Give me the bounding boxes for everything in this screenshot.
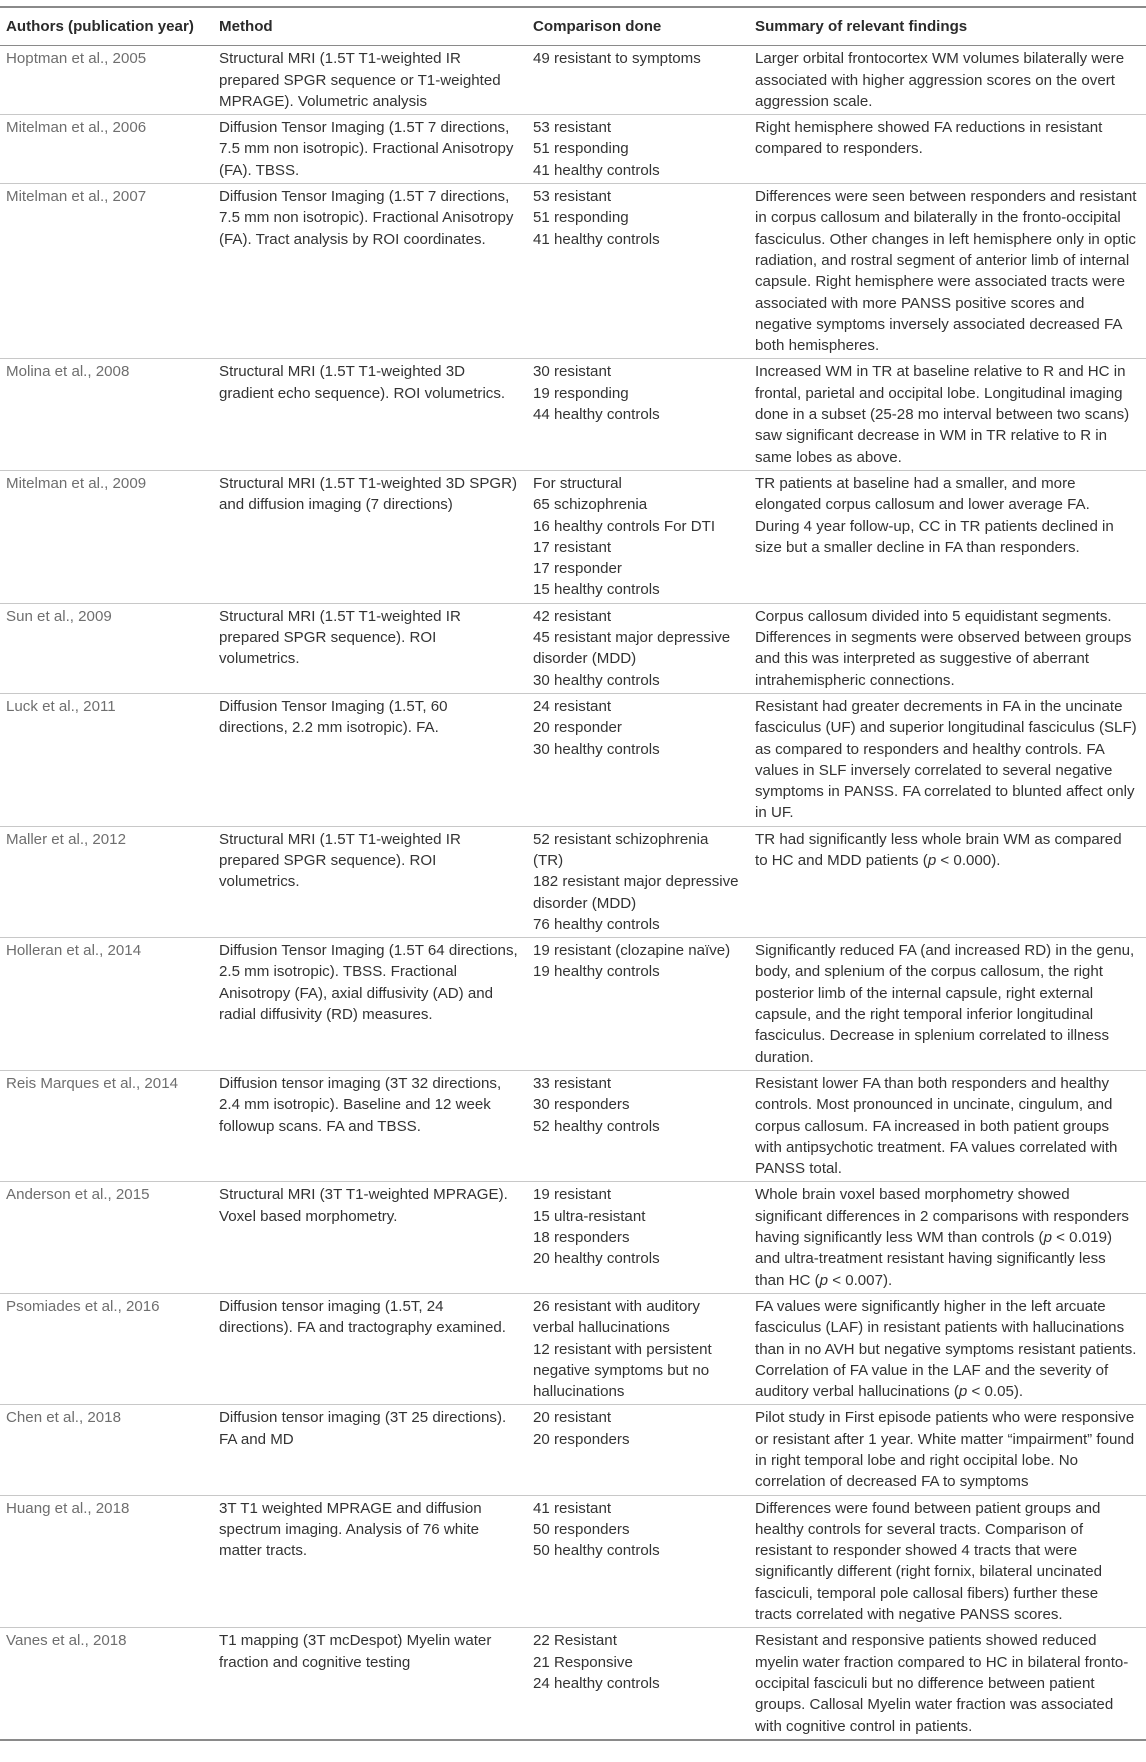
table-row [0, 115, 1146, 184]
comparison-cell [527, 1495, 749, 1628]
comparison-group: 65 schizophrenia [533, 496, 648, 514]
summary-cell: Larger orbital frontocortex WM volumes bilaterally were associated with higher aggression scores on the overt aggression scale. [755, 50, 1125, 110]
comparison-group: 53 resistant [533, 188, 612, 206]
method-cell: Diffusion Tensor Imaging (1.5T 7 directions, 7.5 mm non isotropic). Fractional Anisotropy (FA). Tract analysis by ROI coordinates. [219, 188, 514, 248]
comparison-group: 45 resistant major depressive disorder (MDD) [533, 629, 731, 668]
comparison-cell [527, 359, 749, 470]
comparison-group: 24 healthy controls [533, 1674, 660, 1692]
table-row [0, 184, 1146, 359]
comparison-group: 41 healthy controls [533, 230, 660, 248]
summary-text: < 0.019) and ultra-treatment resistant having significantly less than HC ( [755, 1229, 1112, 1289]
table-row [0, 1182, 1146, 1293]
comparison-group: For structural [533, 474, 622, 492]
method-cell: Diffusion tensor imaging (3T 25 directions). FA and MD [219, 1409, 507, 1448]
comparison-group: 41 resistant [533, 1499, 612, 1517]
comparison-group: 30 resistant [533, 363, 612, 381]
comparison-group: 44 healthy controls [533, 406, 660, 424]
comparison-group: 42 resistant [533, 607, 612, 625]
comparison-cell [527, 938, 749, 1071]
p-value-symbol: p [819, 1271, 828, 1289]
summary-cell: Right hemisphere showed FA reductions in resistant compared to responders. [755, 119, 1103, 158]
comparison-group: 20 healthy controls [533, 1250, 660, 1268]
comparison-group: 49 resistant to symptoms [533, 50, 701, 68]
table-row [0, 1405, 1146, 1495]
table-row [0, 1495, 1146, 1628]
p-value-symbol: p [958, 1383, 968, 1401]
comparison-group: 15 ultra-resistant [533, 1207, 646, 1225]
table-row [0, 470, 1146, 603]
summary-cell: Pilot study in First episode patients who were responsive or resistant after 1 year. White matter “impairment” found in right temporal lobe and right occipital lobe. No correlation of decreased FA to symptoms [755, 1409, 1135, 1491]
comparison-cell [527, 1182, 749, 1293]
author-cell: Luck et al., 2011 [6, 697, 116, 715]
method-cell: Diffusion Tensor Imaging (1.5T 7 directions, 7.5 mm non isotropic). Fractional Anisotropy (FA). TBSS. [219, 119, 514, 179]
table-row [0, 359, 1146, 470]
header-authors: Authors (publication year) [6, 18, 194, 35]
comparison-cell [527, 1070, 749, 1181]
table-row [0, 1293, 1146, 1404]
summary-text: < 0.05). [967, 1383, 1024, 1401]
comparison-group: 17 responder [533, 560, 622, 578]
comparison-group: 30 healthy controls [533, 671, 660, 689]
comparison-cell [527, 1628, 749, 1740]
summary-cell: Resistant and responsive patients showed reduced myelin water fraction compared to HC in bilateral fronto-occipital fasciculi but no difference between patient groups. Callosal Myelin water fraction was associated with cognitive control in patients. [755, 1632, 1129, 1735]
method-cell: Structural MRI (1.5T T1-weighted IR prepared SPGR sequence). ROI volumetrics. [219, 830, 461, 891]
summary-cell [749, 1182, 1146, 1293]
findings-table [0, 6, 1146, 1741]
summary-text: TR had significantly less whole brain WM as compared to HC and MDD patients ( [755, 830, 1122, 869]
comparison-group: 53 resistant [533, 119, 612, 137]
author-cell: Huang et al., 2018 [6, 1499, 130, 1517]
header-row [0, 7, 1146, 46]
comparison-group: 52 resistant schizophrenia (TR) [533, 830, 709, 869]
summary-cell [749, 1293, 1146, 1404]
summary-cell: Resistant had greater decrements in FA in the uncinate fasciculus (UF) and superior longitudinal fasciculus (SLF) as compared to responders and healthy controls. FA values in SLF inversely correlated to several negative symptoms in PANSS. FA correlated to blunted affect only in UF. [755, 697, 1137, 822]
summary-text: < 0.007). [828, 1271, 893, 1289]
table-header [0, 7, 1146, 46]
table-row [0, 1070, 1146, 1181]
comparison-group: 30 healthy controls [533, 740, 660, 758]
summary-cell [749, 826, 1146, 937]
comparison-group: 52 healthy controls [533, 1117, 660, 1135]
summary-cell: Resistant lower FA than both responders and healthy controls. Most pronounced in uncinate, cingulum, and corpus callosum. FA increased in both patient groups with antipsychotic treatment. FA values correlated with PANSS total. [755, 1074, 1118, 1178]
method-cell: Structural MRI (1.5T T1-weighted IR prepared SPGR sequence). ROI volumetrics. [219, 607, 461, 668]
method-cell: Diffusion tensor imaging (3T 32 directions, 2.4 mm isotropic). Baseline and 12 week followup scans. FA and TBSS. [219, 1074, 502, 1135]
author-cell: Molina et al., 2008 [6, 363, 130, 381]
comparison-group: 50 healthy controls [533, 1542, 660, 1560]
comparison-group: 33 resistant [533, 1074, 612, 1092]
table-row [0, 826, 1146, 937]
comparison-cell [527, 603, 749, 693]
comparison-group: 19 resistant (clozapine naïve) [533, 942, 731, 960]
comparison-cell [527, 46, 749, 115]
author-cell: Mitelman et al., 2007 [6, 188, 147, 206]
author-cell: Reis Marques et al., 2014 [6, 1074, 178, 1092]
comparison-cell [527, 1405, 749, 1495]
author-cell: Mitelman et al., 2006 [6, 119, 147, 137]
method-cell: Structural MRI (1.5T T1-weighted 3D gradient echo sequence). ROI volumetrics. [219, 363, 506, 402]
comparison-group: 51 responding [533, 140, 629, 158]
method-cell: Diffusion tensor imaging (1.5T, 24 directions). FA and tractography examined. [219, 1297, 506, 1337]
summary-cell: Differences were found between patient groups and healthy controls for several tracts. Comparison of resistant to responder showed 4 tracts that were significantly different (right fornix, bilateral uncinated fasciculi, temporal pole callosal fibers) further these tracts correlated with negative PANSS scores. [755, 1499, 1103, 1624]
header-method: Method [219, 18, 273, 35]
table-row [0, 46, 1146, 115]
method-cell: Structural MRI (1.5T T1-weighted IR prepared SPGR sequence or T1-weighted MPRAGE). Volumetric analysis [219, 50, 501, 110]
comparison-group: 17 resistant [533, 538, 612, 556]
author-cell: Psomiades et al., 2016 [6, 1297, 160, 1315]
comparison-group: 41 healthy controls [533, 161, 660, 179]
comparison-group: 26 resistant with auditory verbal hallucinations [533, 1297, 700, 1337]
comparison-group: 12 resistant with persistent negative symptoms but no hallucinations [533, 1340, 712, 1401]
table-row [0, 693, 1146, 826]
summary-text: FA values were significantly higher in the left arcuate fasciculus (LAF) in resistant patients with hallucinations than in no AVH but negative symptoms resistant patients. Correlation of FA value in the LAF and the severity of auditory verbal hallucinations ( [755, 1297, 1137, 1401]
author-cell: Anderson et al., 2015 [6, 1186, 150, 1204]
method-cell: 3T T1 weighted MPRAGE and diffusion spectrum imaging. Analysis of 76 white matter tracts. [219, 1499, 482, 1560]
table-row [0, 938, 1146, 1071]
comparison-group: 20 responders [533, 1430, 630, 1448]
comparison-group: 22 Resistant [533, 1632, 617, 1650]
p-value-symbol: p [1043, 1229, 1052, 1247]
author-cell: Hoptman et al., 2005 [6, 50, 147, 68]
author-cell: Sun et al., 2009 [6, 607, 112, 625]
author-cell: Mitelman et al., 2009 [6, 474, 147, 492]
comparison-group: 51 responding [533, 209, 629, 227]
method-cell: T1 mapping (3T mcDespot) Myelin water fraction and cognitive testing [219, 1632, 492, 1671]
summary-cell: Differences were seen between responders and resistant in corpus callosum and bilaterally in the fronto-occipital fasciculus. Other changes in left hemisphere only in optic radiation, and rostral segment of anterior limb of internal capsule. Right hemisphere were associated tracts were associated with more PANSS positive scores and negative symptoms inversely associated decreased FA both hemispheres. [755, 188, 1137, 355]
comparison-group: 30 responders [533, 1096, 630, 1114]
summary-cell: Increased WM in TR at baseline relative to R and HC in frontal, parietal and occipital lobe. Longitudinal imaging done in a subset (25-28 mo interval between two scans) saw significant decrease in WM in TR relative to R in same lobes as above. [755, 363, 1130, 466]
comparison-group: 24 resistant [533, 697, 612, 715]
method-cell: Diffusion Tensor Imaging (1.5T 64 directions, 2.5 mm isotropic). TBSS. Fractional Anisotropy (FA), axial diffusivity (AD) and radial diffusivity (RD) measures. [219, 942, 518, 1024]
table-row [0, 1628, 1146, 1740]
comparison-cell [527, 1293, 749, 1404]
summary-text: < 0.000). [936, 851, 1001, 869]
method-cell: Structural MRI (3T T1-weighted MPRAGE). Voxel based morphometry. [219, 1186, 508, 1225]
comparison-group: 20 responder [533, 719, 622, 737]
summary-cell: Significantly reduced FA (and increased RD) in the genu, body, and splenium of the corpus callosum, the right posterior limb of the internal capsule, right external capsule, and the right temporal inferior longitudinal fasciculus. Decrease in splenium correlated to illness duration. [755, 942, 1135, 1066]
comparison-group: 50 responders [533, 1520, 630, 1538]
comparison-cell [527, 184, 749, 359]
comparison-group: 20 resistant [533, 1409, 612, 1427]
summary-text: Whole brain voxel based morphometry showed significant differences in 2 comparisons with responders having significantly less WM than controls ( [755, 1186, 1129, 1247]
table-body [0, 46, 1146, 1740]
header-summary: Summary of relevant findings [755, 18, 968, 35]
comparison-cell [527, 470, 749, 603]
comparison-group: 18 responders [533, 1229, 630, 1247]
author-cell: Holleran et al., 2014 [6, 942, 142, 960]
comparison-group: 16 healthy controls For DTI [533, 517, 716, 535]
comparison-group: 19 healthy controls [533, 963, 660, 981]
comparison-group: 76 healthy controls [533, 915, 660, 933]
method-cell: Structural MRI (1.5T T1-weighted 3D SPGR) and diffusion imaging (7 directions) [219, 474, 518, 514]
header-comparison: Comparison done [533, 18, 662, 35]
comparison-cell [527, 115, 749, 184]
author-cell: Chen et al., 2018 [6, 1409, 121, 1427]
author-cell: Maller et al., 2012 [6, 830, 126, 848]
comparison-group: 19 responding [533, 384, 629, 402]
author-cell: Vanes et al., 2018 [6, 1632, 127, 1650]
comparison-cell [527, 693, 749, 826]
summary-cell: TR patients at baseline had a smaller, and more elongated corpus callosum and lower average FA. During 4 year follow-up, CC in TR patients declined in size but a smaller decline in FA than responders. [755, 474, 1114, 556]
comparison-group: 15 healthy controls [533, 581, 660, 599]
p-value-symbol: p [927, 851, 937, 869]
method-cell: Diffusion Tensor Imaging (1.5T, 60 directions, 2.2 mm isotropic). FA. [219, 697, 448, 737]
comparison-group: 21 Responsive [533, 1653, 633, 1671]
comparison-cell [527, 826, 749, 937]
comparison-group: 182 resistant major depressive disorder (MDD) [533, 873, 739, 912]
comparison-group: 19 resistant [533, 1186, 612, 1204]
table-row [0, 603, 1146, 693]
summary-cell: Corpus callosum divided into 5 equidistant segments. Differences in segments were observed between groups and this was interpreted as suggestive of aberrant intrahemispheric connections. [755, 607, 1132, 689]
